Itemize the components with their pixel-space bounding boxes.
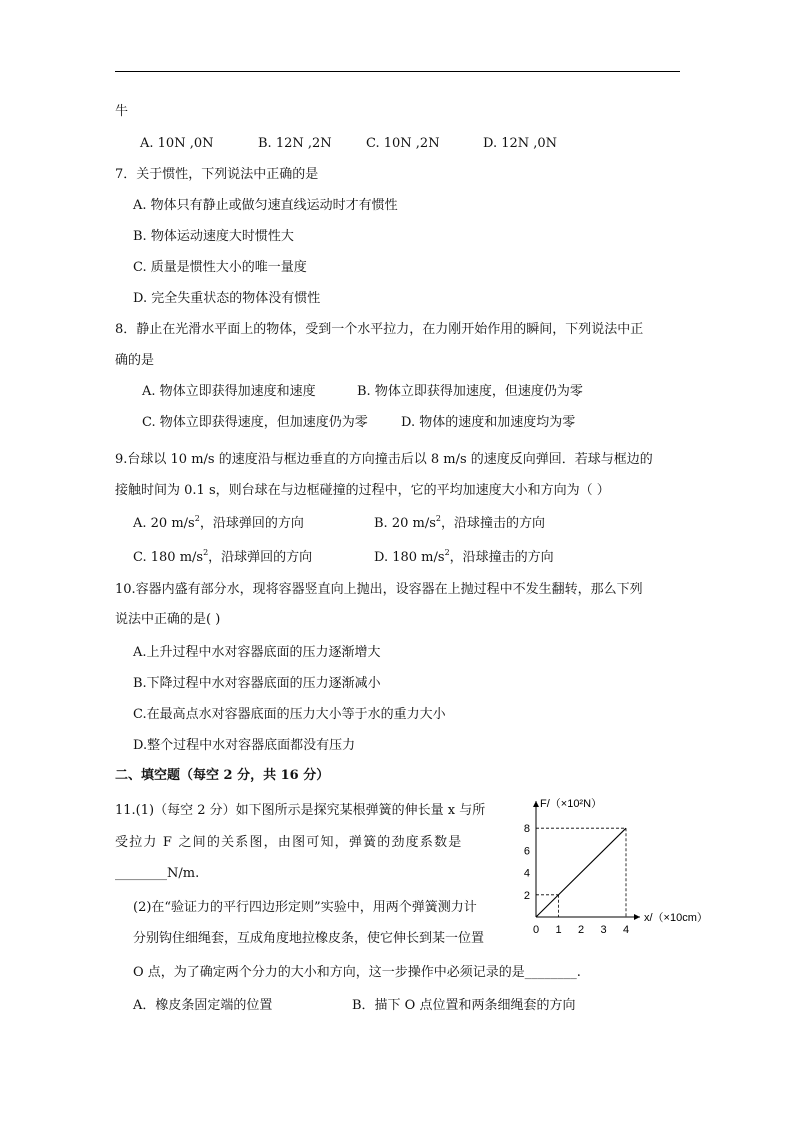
q11-option-a: A．橡皮条固定端的位置 <box>133 998 273 1013</box>
q10-stem-line1: 10.容器内盛有部分水，现将容器竖直向上抛出，设容器在上抛过程中不发生翻转，那么下列 <box>115 582 643 597</box>
q7-option-b: B. 物体运动速度大时惯性大 <box>133 229 294 244</box>
q8-stem-line2: 确的是 <box>115 353 155 368</box>
question-6-fragment: 牛 <box>115 104 129 119</box>
q11-line6: O 点，为了确定两个分力的大小和方向，这一步操作中必须记录的是________. <box>133 965 581 980</box>
section-2-heading: 二、填空题（每空 2 分，共 16 分） <box>115 768 330 783</box>
x-tick-label: 1 <box>555 924 562 936</box>
q7-stem: 7．关于惯性，下列说法中正确的是 <box>115 167 319 182</box>
q9-option-a: A. 20 $m/s^2$，沿球弹回的方向 <box>133 514 304 531</box>
q8-option-c: C. 物体立即获得速度，但加速度仍为零 <box>142 415 368 430</box>
y-tick-label: 2 <box>523 889 530 902</box>
q9-stem-line1: 9.台球以 10 m/s 的速度沿与框边垂直的方向撞击后以 8 m/s 的速度反向弹回．若球与框边的 <box>115 452 653 467</box>
x-tick-label: 4 <box>622 924 630 936</box>
y-tick-label: 4 <box>523 867 530 880</box>
q8-option-d: D. 物体的速度和加速度均为零 <box>401 415 576 430</box>
x-axis-label: x/（×10cm） <box>644 912 708 924</box>
q6-option-d: D. 12N ,0N <box>483 136 558 151</box>
x-tick-label: 3 <box>600 924 607 936</box>
q7-option-a: A. 物体只有静止或做匀速直线运动时才有惯性 <box>133 198 398 213</box>
q10-option-b: B.下降过程中水对容器底面的压力逐渐减小 <box>133 676 381 691</box>
y-tick-label: 6 <box>523 845 530 858</box>
q9-option-d: D. 180 $m/s^2$，沿球撞击的方向 <box>374 548 554 565</box>
x-tick-label: 0 <box>532 924 540 936</box>
q11-line1: 11.(1)（每空 2 分）如下图所示是探究某根弹簧的伸长量 x 与所 <box>115 803 486 818</box>
q10-stem-line2: 说法中正确的是( ) <box>115 612 221 627</box>
q6-option-a: A. 10N ,0N <box>140 136 214 151</box>
q7-option-d: D. 完全失重状态的物体没有惯性 <box>133 291 321 306</box>
q6-option-c: C. 10N ,2N <box>366 136 440 151</box>
q10-option-a: A.上升过程中水对容器底面的压力逐渐增大 <box>133 645 381 660</box>
q9-option-c: C. 180 $m/s^2$，沿球弹回的方向 <box>133 548 313 565</box>
q11-line3: ________N/m. <box>115 866 200 881</box>
q9-stem-line2: 接触时间为 0.1 s，则台球在与边框碰撞的过程中，它的平均加速度大小和方向为（ ） <box>115 483 610 498</box>
q11-line4: (2)在“验证力的平行四边形定则”实验中，用两个弹簧测力计 <box>133 900 477 915</box>
x-tick-label: 2 <box>577 924 585 936</box>
data-line <box>536 828 626 917</box>
q10-option-c: C.在最高点水对容器底面的压力大小等于水的重力大小 <box>133 707 446 722</box>
q11-line2: 受拉力 F 之间的关系图，由图可知，弹簧的劲度系数是 <box>115 835 463 850</box>
q11-line5: 分别钩住细绳套，互成角度地拉橡皮条，使它伸长到某一位置 <box>133 931 485 946</box>
q11-option-b: B．描下 O 点位置和两条细绳套的方向 <box>352 998 576 1013</box>
q10-option-d: D.整个过程中水对容器底面都没有压力 <box>133 738 356 753</box>
q7-option-c: C. 质量是惯性大小的唯一量度 <box>133 260 307 275</box>
q8-option-a: A. 物体立即获得加速度和速度 <box>142 384 316 399</box>
header-rule <box>115 71 680 72</box>
spring-force-extension-chart <box>514 793 714 943</box>
y-axis-label: F/（×10²N） <box>540 798 603 810</box>
y-tick-label: 8 <box>523 823 530 836</box>
q9-option-b: B. 20 $m/s^2$，沿球撞击的方向 <box>374 514 545 531</box>
q6-option-b: B. 12N ,2N <box>258 136 332 151</box>
q8-option-b: B. 物体立即获得加速度，但速度仍为零 <box>357 384 583 399</box>
q8-stem-line1: 8．静止在光滑水平面上的物体，受到一个水平拉力，在力刚开始作用的瞬间，下列说法中正 <box>115 322 644 337</box>
